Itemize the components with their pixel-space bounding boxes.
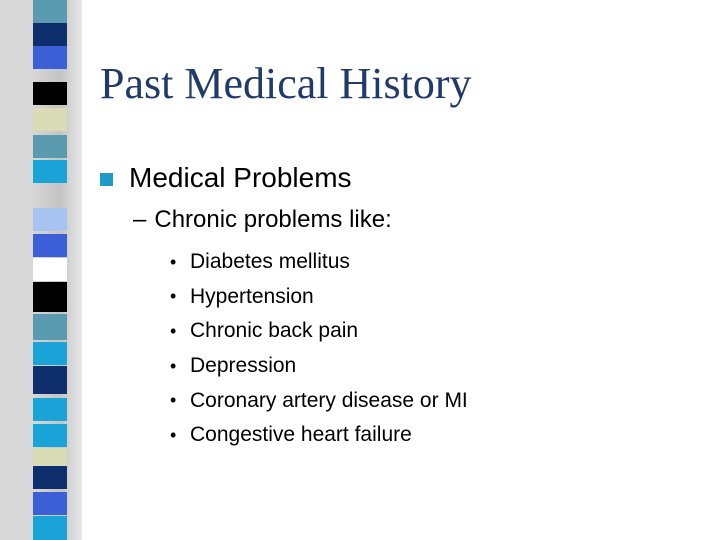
decorative-square <box>33 282 67 312</box>
decorative-square <box>33 23 67 46</box>
list-item <box>170 418 468 453</box>
decorative-square <box>33 366 67 394</box>
decorative-square <box>33 135 67 158</box>
list-item-text: Chronic back pain <box>190 319 359 343</box>
list-item <box>170 383 468 418</box>
decorative-square <box>33 160 67 183</box>
decorative-square <box>33 258 67 281</box>
dot-bullet-icon: • <box>170 251 177 272</box>
list-item-text: Congestive heart failure <box>190 423 412 447</box>
list-item-text: Diabetes mellitus <box>190 250 350 274</box>
decorative-square <box>33 108 67 131</box>
list-item <box>170 314 468 349</box>
decorative-square <box>33 424 67 447</box>
condition-list <box>170 245 468 453</box>
bullet-level1 <box>100 162 352 194</box>
list-item-text: Hypertension <box>190 284 314 308</box>
square-bullet-icon <box>100 173 113 186</box>
dot-bullet-icon: • <box>170 390 177 411</box>
decorative-square <box>33 0 67 23</box>
list-item <box>170 245 468 280</box>
decorative-square <box>33 398 67 421</box>
bullet-level2 <box>133 206 392 234</box>
dot-bullet-icon: • <box>170 424 177 445</box>
bullet-level2-text: Chronic problems like: <box>154 206 392 233</box>
decorative-square <box>33 314 67 340</box>
decorative-square <box>33 234 67 257</box>
list-item-text: Coronary artery disease or MI <box>190 388 468 412</box>
list-item-text: Depression <box>190 354 297 378</box>
decorative-square <box>33 466 67 489</box>
slide-title: Past Medical History <box>100 59 472 108</box>
bullet-level1-text: Medical Problems <box>129 162 352 193</box>
list-item <box>170 280 468 315</box>
dot-bullet-icon: • <box>170 286 177 307</box>
decorative-square <box>33 82 67 105</box>
title-divider <box>100 117 600 118</box>
decorative-square <box>33 516 67 540</box>
decorative-square <box>33 208 67 231</box>
decorative-square <box>33 492 67 515</box>
list-item <box>170 349 468 384</box>
dot-bullet-icon: • <box>170 320 177 341</box>
dot-bullet-icon: • <box>170 355 177 376</box>
dash-bullet-icon: – <box>133 206 147 233</box>
decorative-square <box>33 342 67 365</box>
decorative-square <box>33 46 67 69</box>
decorative-square-column <box>33 0 67 540</box>
